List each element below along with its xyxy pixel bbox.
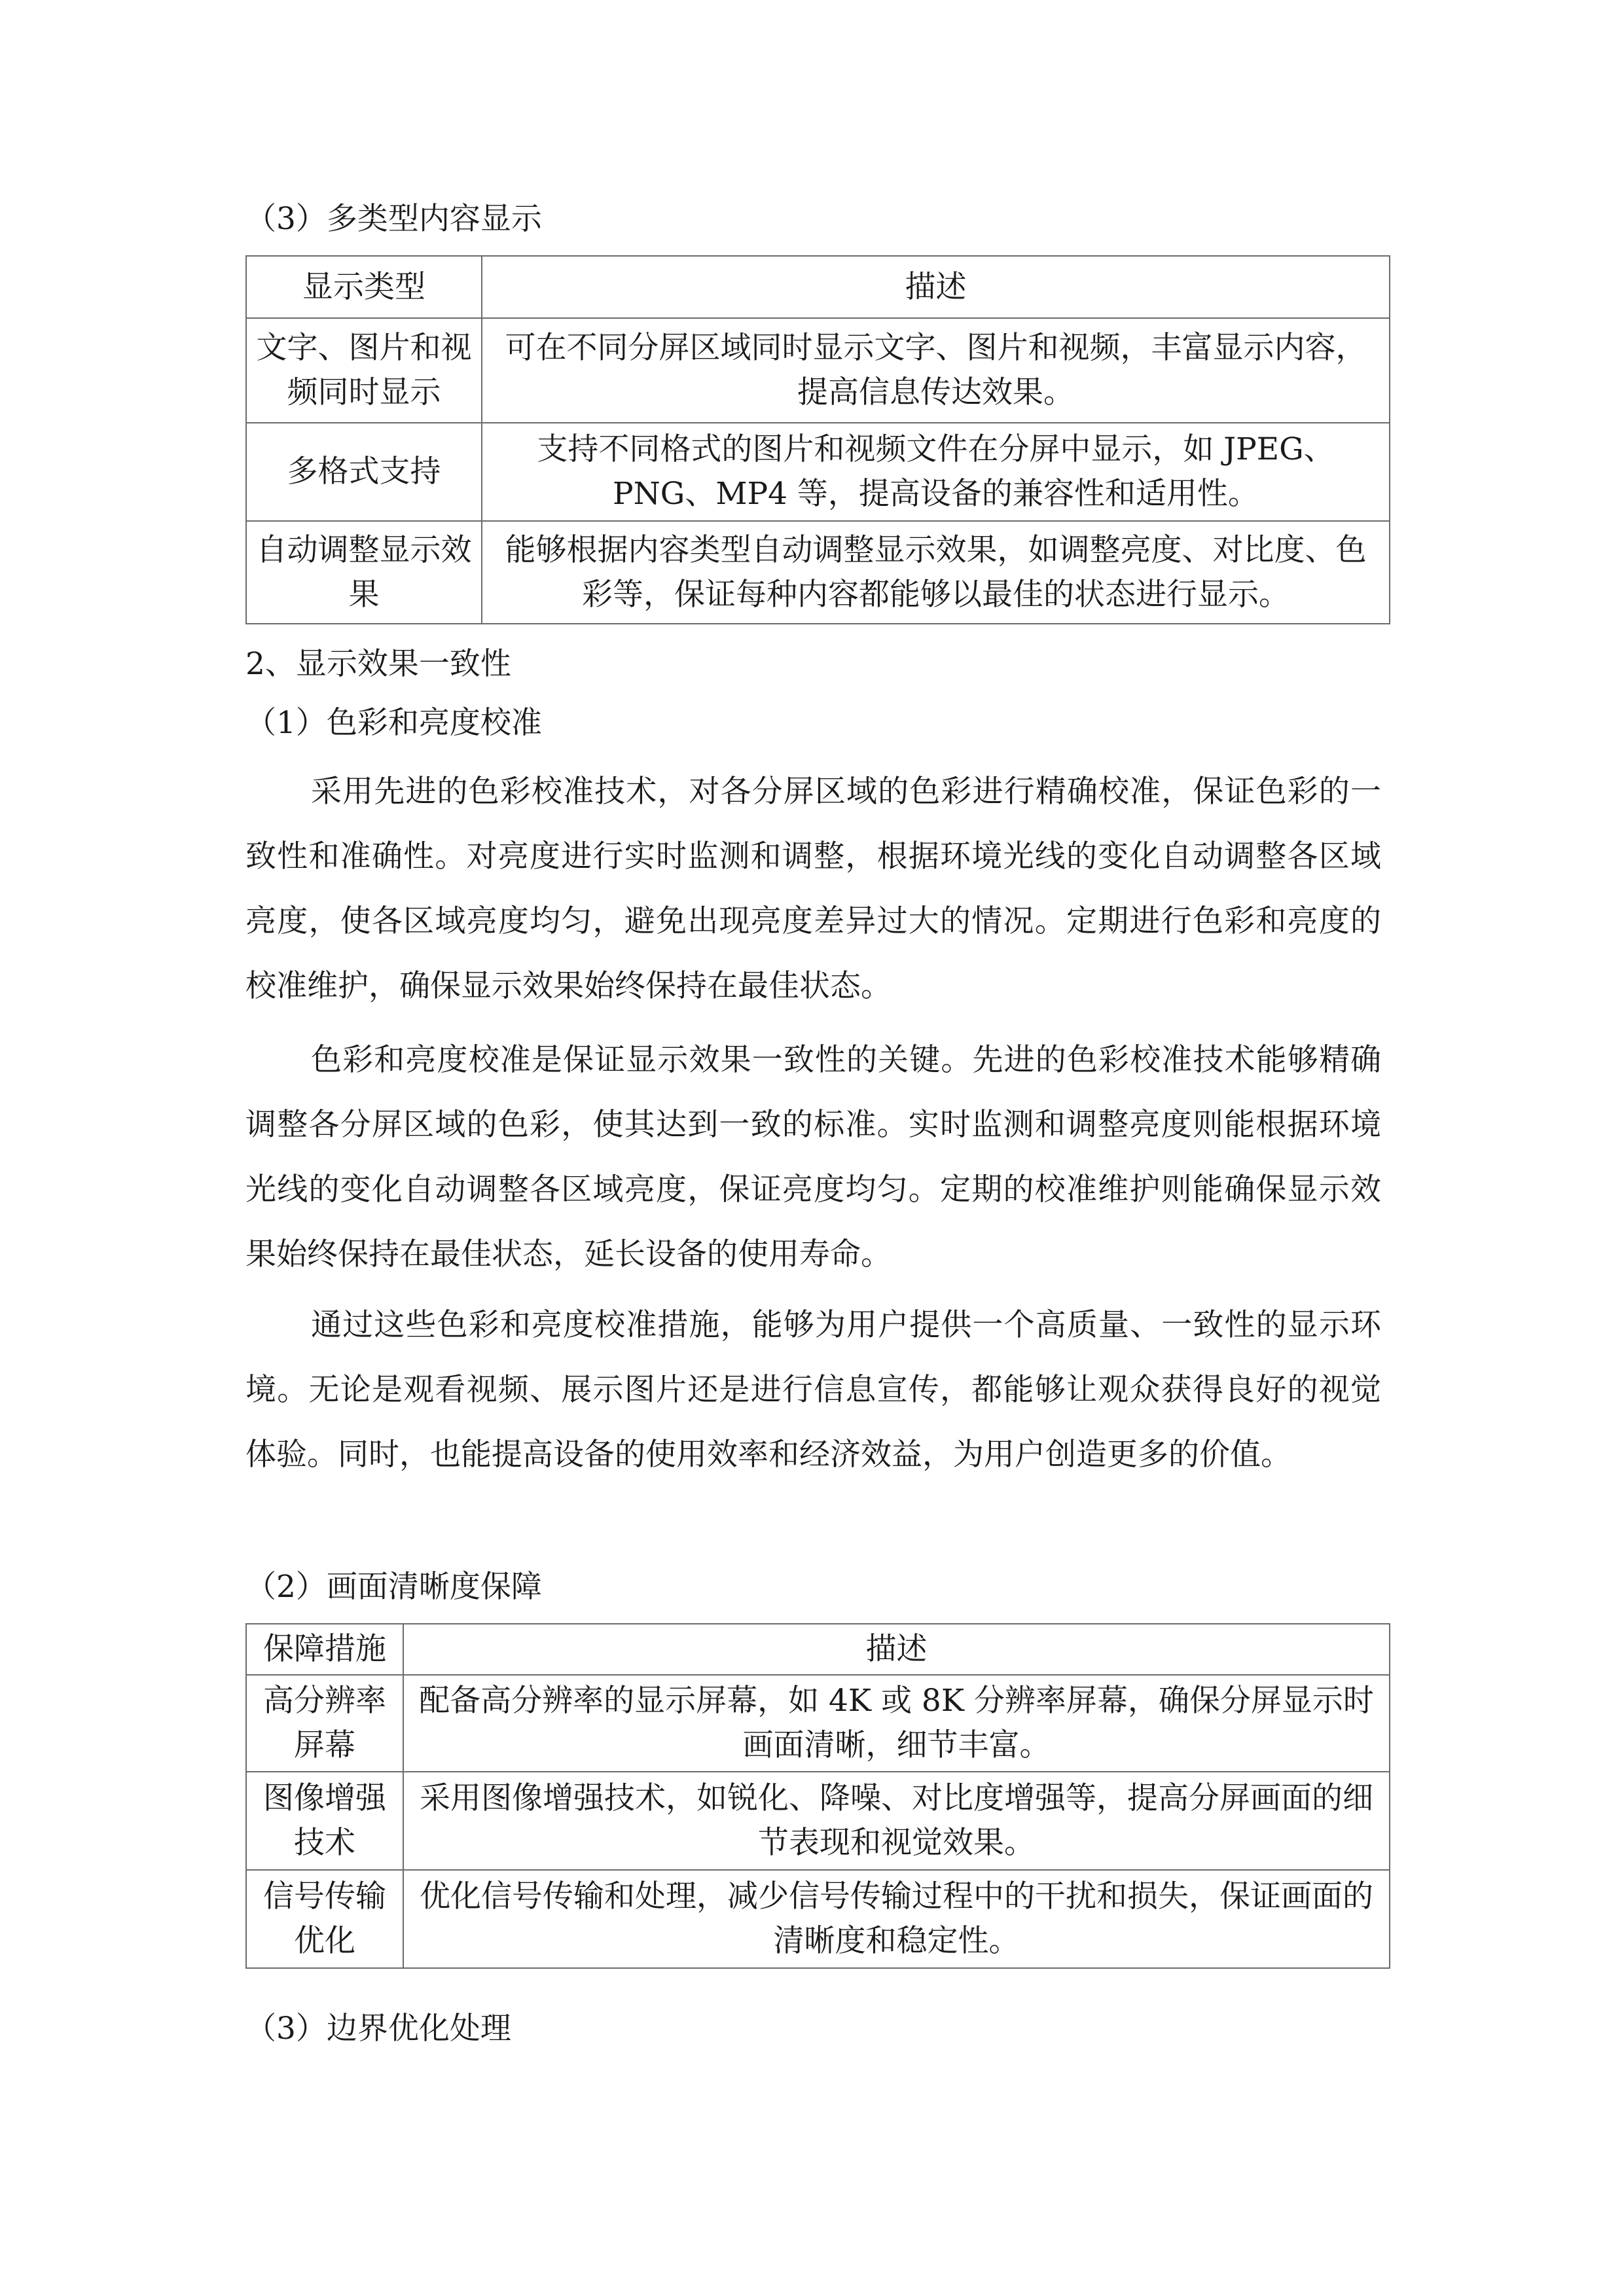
paragraph: 通过这些色彩和亮度校准措施，能够为用户提供一个高质量、一致性的显示环境。无论是观看视频、展示图片还是进行信息宣传，都能够让观众获得良好的视觉体验。同时，也能提高设备的使用效率和经济效益，为用户创造更多的价值。 [245, 1307, 1381, 1473]
table-header-cell: 显示类型 [246, 256, 482, 318]
table-cell-desc: 配备高分辨率的显示屏幕，如 4K 或 8K 分辨率屏幕，确保分屏显示时画面清晰，细节丰富。 [403, 1675, 1390, 1772]
table-header-cell: 保障措施 [246, 1624, 403, 1675]
table-row [246, 423, 1390, 521]
section-heading-consistency: 2、显示效果一致性 [245, 646, 511, 682]
table-cell-desc: 可在不同分屏区域同时显示文字、图片和视频，丰富显示内容，提高信息传达效果。 [482, 318, 1390, 423]
table-cell-type: 高分辨率屏幕 [246, 1675, 403, 1772]
table-header-cell: 描述 [403, 1624, 1390, 1675]
clarity-measures-table [245, 1623, 1390, 1969]
table-cell-type: 自动调整显示效果 [246, 521, 482, 624]
paragraph: 采用先进的色彩校准技术，对各分屏区域的色彩进行精确校准，保证色彩的一致性和准确性。对亮度进行实时监测和调整，根据环境光线的变化自动调整各区域亮度，使各区域亮度均匀，避免出现亮度差异过大的情况。定期进行色彩和亮度的校准维护，确保显示效果始终保持在最佳状态。 [245, 774, 1381, 1004]
table-header-row [246, 1624, 1390, 1675]
table-row [246, 1675, 1390, 1772]
table-cell-type: 文字、图片和视频同时显示 [246, 318, 482, 423]
section-heading-multi-content: （3）多类型内容显示 [245, 201, 542, 237]
paragraph: 色彩和亮度校准是保证显示效果一致性的关键。先进的色彩校准技术能够精确调整各分屏区域的色彩，使其达到一致的标准。实时监测和调整亮度则能根据环境光线的变化自动调整各区域亮度，保证亮度均匀。定期的校准维护则能确保显示效果始终保持在最佳状态，延长设备的使用寿命。 [245, 1042, 1381, 1272]
subsection-heading-border-optimization: （3）边界优化处理 [245, 2011, 511, 2047]
table-cell-type: 信号传输优化 [246, 1870, 403, 1968]
table-header-row [246, 256, 1390, 318]
table-cell-desc: 采用图像增强技术，如锐化、降噪、对比度增强等，提高分屏画面的细节表现和视觉效果。 [403, 1772, 1390, 1870]
table-header-cell: 描述 [482, 256, 1390, 318]
subsection-heading-clarity: （2）画面清晰度保障 [245, 1569, 542, 1605]
table-row [246, 318, 1390, 423]
table-cell-desc: 支持不同格式的图片和视频文件在分屏中显示，如 JPEG、PNG、MP4 等，提高设备的兼容性和适用性。 [482, 423, 1390, 521]
table-cell-type: 图像增强技术 [246, 1772, 403, 1870]
subsection-heading-color-calibration: （1）色彩和亮度校准 [245, 705, 542, 741]
table-row [246, 1870, 1390, 1968]
table-row [246, 1772, 1390, 1870]
table-row [246, 521, 1390, 624]
display-type-table [245, 255, 1390, 624]
table-cell-desc: 优化信号传输和处理，减少信号传输过程中的干扰和损失，保证画面的清晰度和稳定性。 [403, 1870, 1390, 1968]
table-cell-desc: 能够根据内容类型自动调整显示效果，如调整亮度、对比度、色彩等，保证每种内容都能够以最佳的状态进行显示。 [482, 521, 1390, 624]
table-cell-type: 多格式支持 [246, 423, 482, 521]
